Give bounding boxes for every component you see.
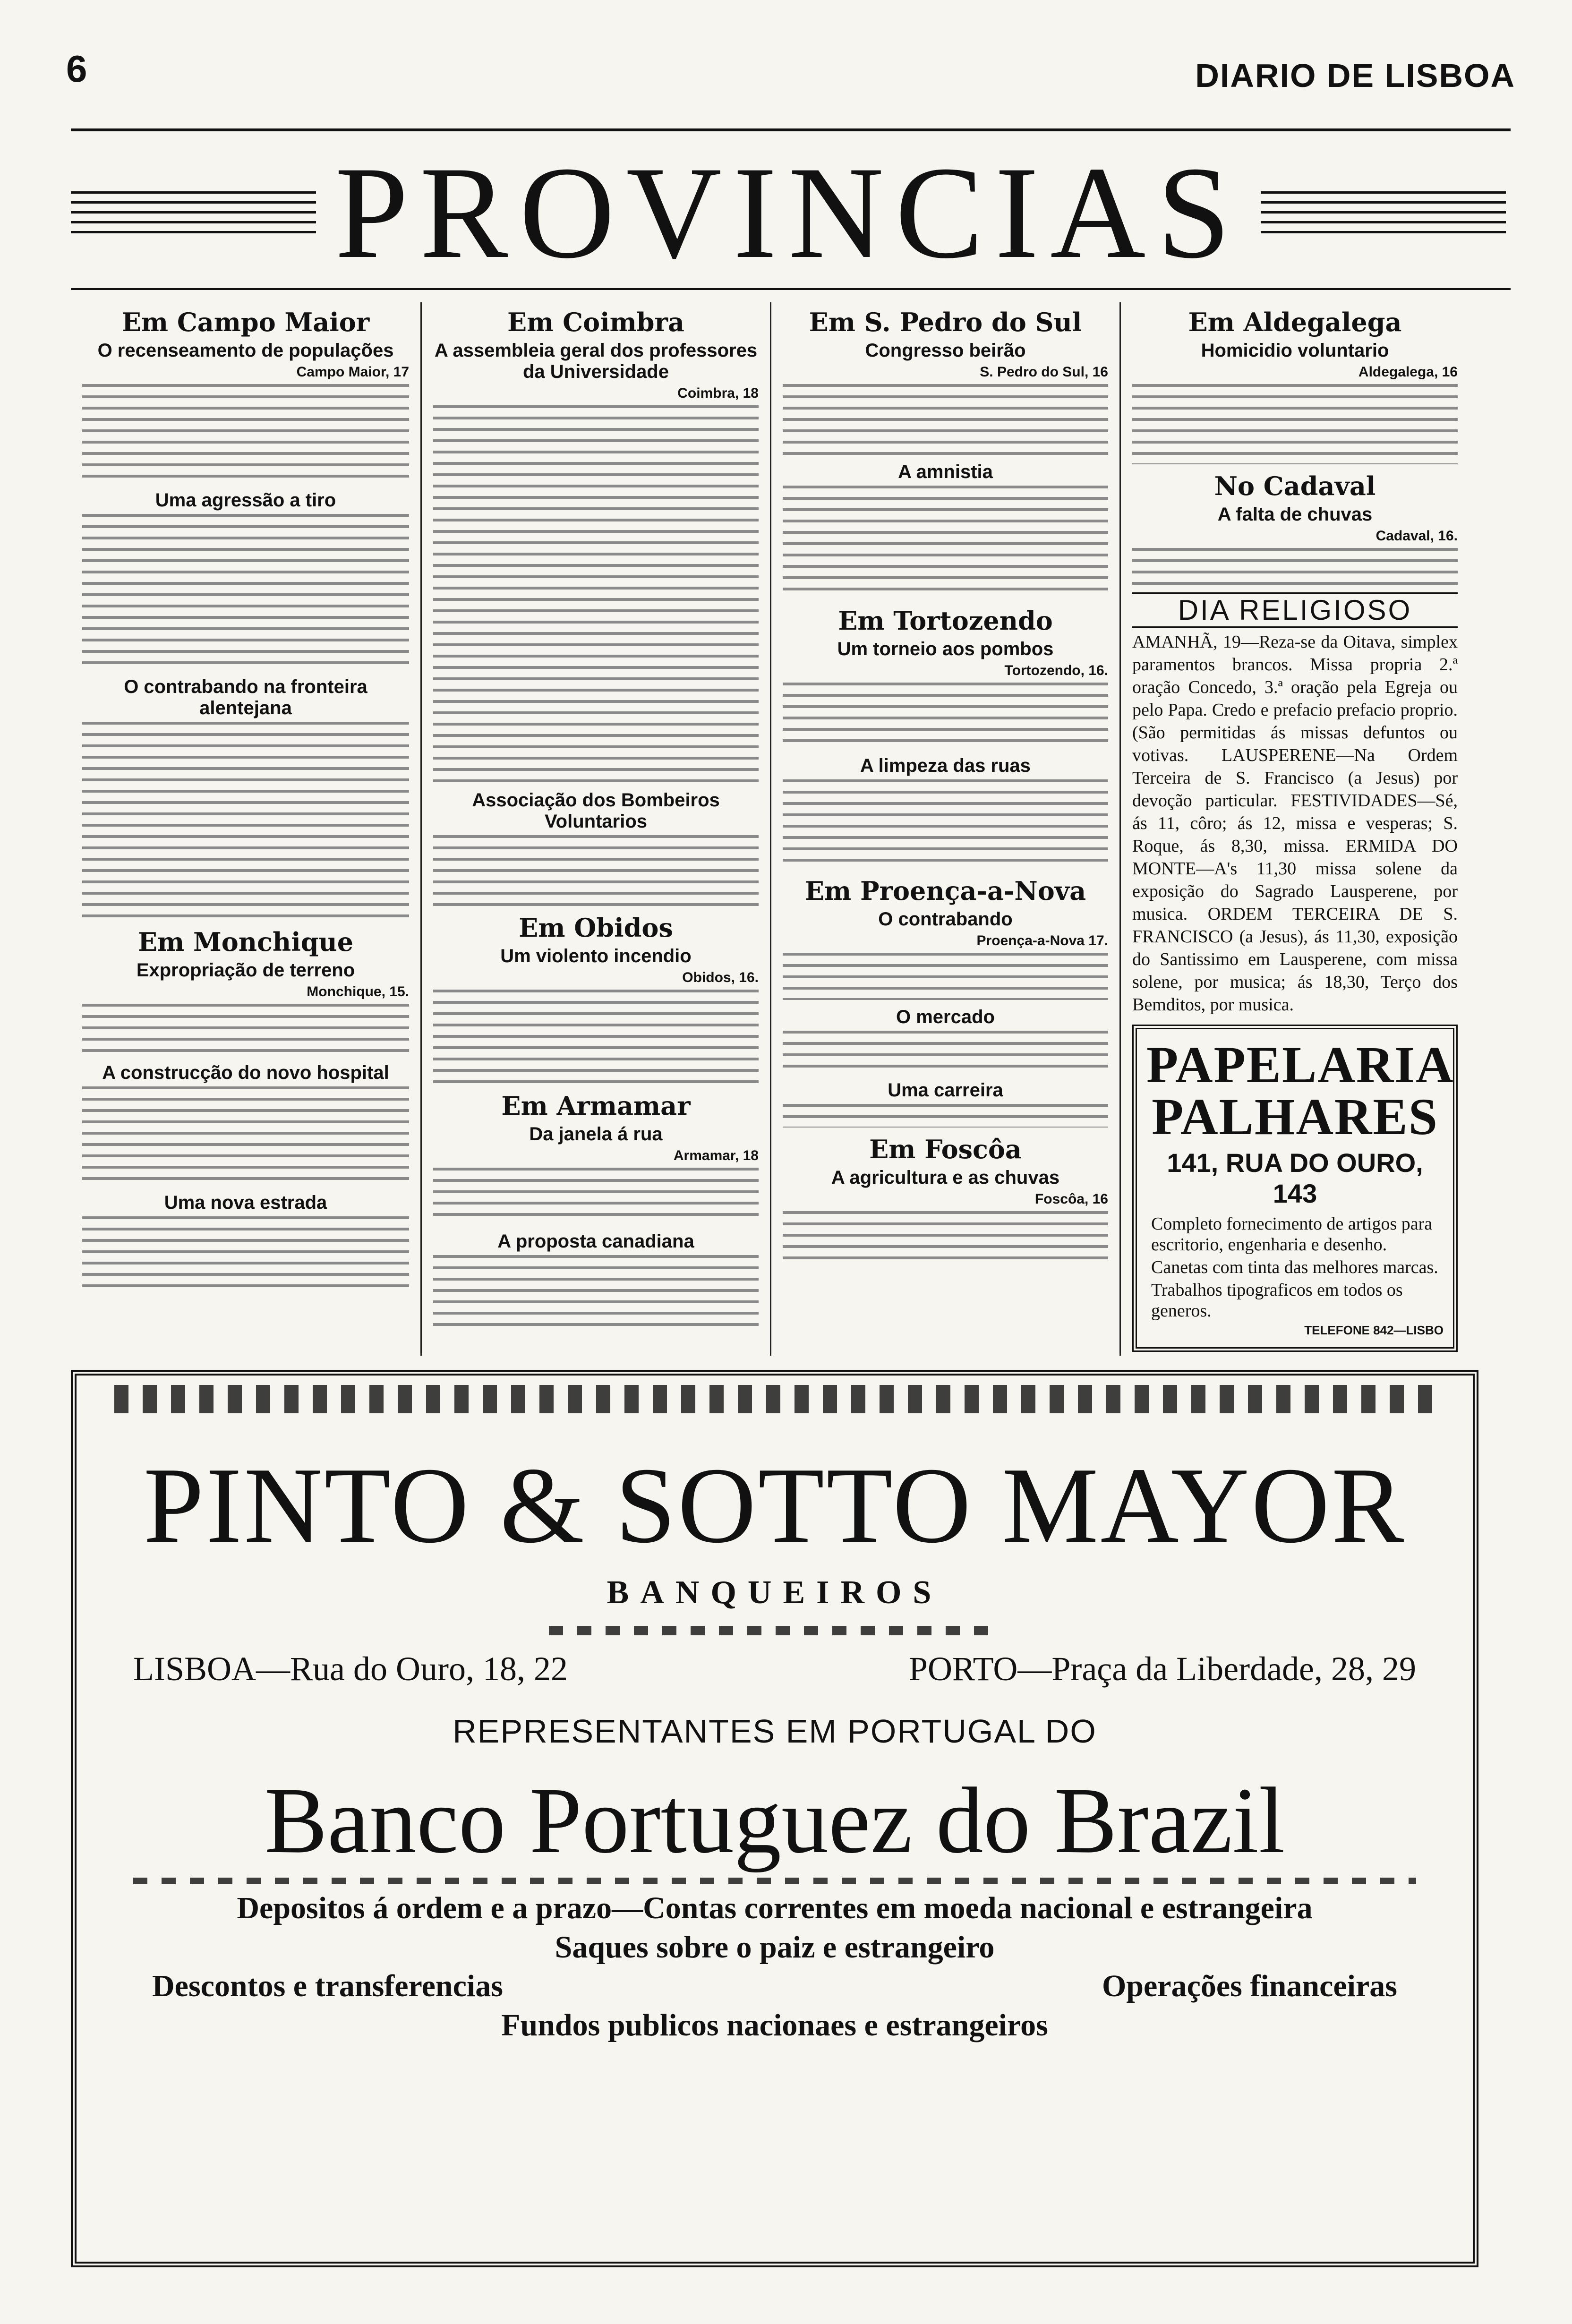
dateline: S. Pedro do Sul, 16 [980,364,1108,380]
article-text-block [82,514,409,670]
article-subheading: A amnistia [898,461,993,482]
newspaper-name: DIARIO DE LISBOA [1195,57,1515,94]
article-text-block [783,1031,1108,1073]
article-text-block [1132,548,1458,586]
bank-name: PINTO & SOTTO MAYOR [143,1445,1406,1565]
representatives-line: REPRESENTANTES EM PORTUGAL DO [453,1713,1097,1750]
ad-ornament-mid [549,1626,1000,1635]
article-heading: Em Campo Maior [121,307,370,337]
dateline: Coimbra, 18 [677,385,759,401]
article-subheading: A agricultura e as chuvas [831,1167,1060,1188]
papelaria-ad-phone: TELEFONE 842—LISBO [1304,1323,1444,1337]
masthead-rule [71,288,1511,290]
papelaria-ad-line: Trabalhos tipograficos em todos os generos. [1151,1280,1403,1321]
article-text-block [433,990,759,1084]
bank-addresses [77,1649,1473,1689]
papelaria-ad-line: Canetas com tinta das melhores marcas. [1151,1257,1438,1277]
bank-subtitle: BANQUEIROS [607,1574,943,1611]
article-subheading: Homicidio voluntario [1201,340,1389,361]
ad-ornament-top [114,1385,1435,1413]
article-subheading: O recenseamento de populações [97,340,394,361]
religious-day-text: AMANHÃ, 19—Reza-se da Oitava, simplex paramentos brancos. Missa propria 2.ª oração Concedo, 3.ª oração pela Egreja ou pelo Papa. Credo e prefacio prefacio proprio. (São permitidas ás missas defuntos ou votivas. LAUSPERENE—Na Ordem Terceira de S. Francisco (a Jesus) por devoção particular. FESTIVIDADES—Sé, ás 11, côro; ás 12, missa e vesperas; S. Roque, ás 8,30, missa. ERMIDA DO MONTE—A's 11,30 missa solene da exposição do Sagrado Lausperene, por musica. ORDEM TERCEIRA DE S. FRANCISCO (a Jesus), ás 11,30, exposição do Santissimo em Lausperene, com missa solene, por musica; ás 18,30, Terço dos Bemditos, por musica. [1132,632,1458,1015]
dateline: Cadaval, 16. [1376,528,1458,544]
dateline: Campo Maior, 17 [296,364,409,380]
services-line: Saques sobre o paiz e estrangeiro [555,1930,995,1965]
article-subheading: Um violento incendio [500,946,692,966]
article-text-block [783,779,1108,869]
services-line: Depositos á ordem e a prazo—Contas correntes em moeda nacional e estrangeira [237,1891,1313,1925]
section-masthead [71,139,1506,286]
article-heading: Em Tortozendo [838,606,1053,636]
article-subheading: Associação dos Bombeiros Voluntarios [472,790,720,832]
article-subheading: A construcção do novo hospital [102,1062,389,1083]
column-2 [420,302,770,1356]
dateline: Obidos, 16. [682,970,759,985]
dateline: Aldegalega, 16 [1358,364,1458,380]
papelaria-ad-address: 141, RUA DO OURO, 143 [1167,1148,1423,1208]
article-heading: Em Armamar [501,1091,691,1121]
article-text-block [783,953,1108,1000]
article-text-block [783,683,1108,749]
article-heading: Em Proença-a-Nova [804,876,1086,906]
article-subheading: Um torneio aos pombos [837,639,1054,659]
article-subheading: Expropriação de terreno [136,960,355,981]
article-text-block [1132,384,1458,464]
article-text-block [433,1255,759,1326]
article-heading: Em Coimbra [507,307,684,337]
article-subheading: Uma nova estrada [164,1192,327,1213]
ad-ornament-lower [133,1878,1416,1884]
header-rule [71,128,1511,131]
article-text-block [82,1216,409,1292]
column-3 [770,302,1119,1356]
article-text-block [783,486,1108,599]
article-text-block [433,405,759,783]
article-text-block [783,384,1108,455]
article-subheading: Da janela á rua [529,1124,663,1145]
lisbon-address: LISBOA—Rua do Ouro, 18, 22 [133,1650,568,1688]
religious-day-title: DIA RELIGIOSO [1132,592,1458,628]
article-subheading: O contrabando [878,909,1013,930]
article-text-block [433,835,759,906]
article-subheading: A assembleia geral dos professores da Universidade [434,340,758,382]
services-row [77,1967,1473,2006]
represented-bank: Banco Portuguez do Brazil [264,1769,1285,1873]
article-subheading: O contrabando na fronteira alentejana [124,676,367,718]
services-line: Fundos publicos nacionaes e estrangeiros [501,2008,1048,2042]
masthead-left-bars [71,191,316,234]
papelaria-ad [1132,1025,1458,1352]
article-heading: Em Foscôa [869,1134,1022,1164]
dateline: Tortozendo, 16. [1004,663,1108,678]
article-heading: Em S. Pedro do Sul [809,307,1082,337]
article-subheading: Uma agressão a tiro [155,490,336,511]
news-columns [71,302,1469,1356]
article-text-block [82,722,409,920]
masthead-right-bars [1261,191,1506,234]
article-text-block [82,384,409,483]
services-left: Descontos e transferencias [152,1969,503,2003]
papelaria-ad-line: Completo fornecimento de artigos para escritorio, engenharia e desenho. [1151,1214,1433,1255]
bank-advertisement [71,1370,1478,2267]
article-heading: Em Monchique [137,927,354,957]
masthead-title: PROVINCIAS [334,139,1242,286]
dateline: Foscôa, 16 [1034,1191,1108,1207]
page-number: 6 [66,48,87,90]
article-text-block [82,1086,409,1186]
article-subheading: A limpeza das ruas [860,755,1031,776]
page-header [66,47,1515,113]
article-text-block [82,1004,409,1056]
column-1 [71,302,420,1356]
column-4 [1119,302,1469,1356]
article-heading: Em Aldegalega [1188,307,1402,337]
article-subheading: O mercado [896,1007,995,1027]
article-subheading: Congresso beirão [865,340,1026,361]
article-text-block [783,1211,1108,1268]
dateline: Monchique, 15. [307,984,409,1000]
article-heading: No Cadaval [1214,471,1376,501]
porto-address: PORTO—Praça da Liberdade, 28, 29 [908,1650,1416,1688]
article-subheading: A proposta canadiana [497,1231,694,1252]
dateline: Armamar, 18 [673,1148,759,1163]
article-text-block [783,1104,1108,1128]
services-right: Operações financeiras [1102,1969,1397,2003]
papelaria-ad-title: PAPELARIA PALHARES [1146,1036,1454,1145]
article-heading: Em Obidos [519,913,673,943]
dateline: Proença-a-Nova 17. [976,933,1108,948]
article-text-block [433,1168,759,1224]
article-subheading: A falta de chuvas [1217,504,1373,525]
article-subheading: Uma carreira [888,1080,1003,1101]
